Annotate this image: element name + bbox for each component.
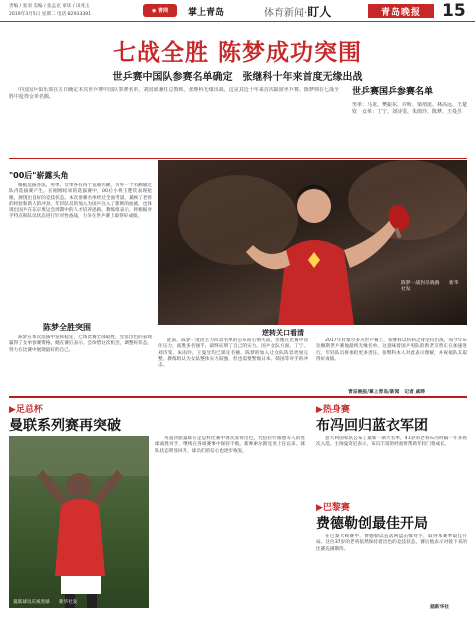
center-column-text: 此前，陈梦一度因主力阵容名单的公布而心情失落，但她在比赛中顶住压力，战胜多名强手，最终证明了自己的实力。国乒女队方面，丁宁、刘诗雯、朱雨玲、王曼昱均已锁定名额，陈梦的加入让女队阵容更加完整。教练组认为女队整体实力较强，但也需要警惕日本、韩国等对手的冲击。 [158, 338, 308, 369]
sports-byline-3: 据新华社 [430, 605, 450, 610]
sports-body-3 [316, 534, 467, 600]
roster-box [352, 84, 467, 152]
intro-paragraph [9, 87, 339, 147]
intro-text: 中国国乒俱乐部在五日确定本次世乒赛中国队参赛名单，刘国梁兼任总教练，张继科无缘出战，这是其近十年来首次缺席世乒赛。陈梦则在七战全胜中抢得女单名额。 [9, 87, 339, 100]
masthead [0, 0, 475, 22]
paper-logo: 青岛晚报 [368, 4, 434, 18]
side-heading: 逆转关口看清 [262, 329, 304, 337]
main-headline: 七战全胜 陈梦成功突围 [112, 40, 362, 66]
sports-divider [9, 396, 467, 398]
sports-tag-2: ▶热身赛 [316, 405, 350, 415]
sports-text-3: 在巴黎大师赛中，费德勒以直落两盘击败对手，取得本赛季最佳开局。这位37岁的老将依然保持着出色的竞技状态，赛后他表示对接下来的比赛充满期待。 [316, 534, 467, 552]
sports-title-2: 布冯回归蓝衣军团 [316, 418, 428, 434]
main-subhead: 世乒赛中国队参赛名单确定 张继科十年来首度无缘出战 [112, 72, 363, 83]
left-column-body-2 [9, 335, 152, 387]
sports-text-1: 英超劲旅曼联在足总杯比赛中再次发挥出色，凭借拉什福德等人的进球战胜对手，继续在各项赛事中保持不败。新帅索尔斯克亚上任以来，球队状态明显回升，球员们的信心也逐步恢复。 [155, 436, 305, 454]
masthead-meta [9, 3, 139, 17]
sports-title-1: 曼联系列赛再突破 [9, 418, 121, 434]
section-label: 体育新闻· [264, 8, 308, 19]
player-figure-icon [158, 160, 467, 325]
left-column-text: 根据选拔办法，男单、女单各有四个直通名额，另外一个名额通过队内选拔赛产生。在刚刚结束的选拔赛中，00后小将王楚钦表现抢眼，展现出良好的竞技状态。本次参赛名单经过全面考量，兼顾了老将的经验和新人的冲劲。年轻队员的加入为国乒注入了新鲜的血液，也体现出国乒在东京奥运会周期中的人才培养思路。教练组表示，将根据对手特点和队员状态进行针对性备战，力争在世乒赛上取得好成绩。 [9, 183, 152, 220]
photo-caption: 陈梦一战封尽晓鹃 新华社发 [401, 281, 459, 292]
section2-title: 陈梦全胜突围 [40, 322, 94, 333]
right-column-body [316, 338, 467, 388]
sports-title-3: 费德勒创最佳开局 [316, 516, 428, 532]
sports-body-1 [155, 436, 305, 608]
section-title [264, 3, 331, 20]
sports-tag-3: ▶巴黎赛 [316, 503, 350, 513]
man-utd-photo [9, 436, 149, 608]
roster-box-title: 世乒赛国乒参赛名单 [352, 87, 434, 97]
header-divider [9, 158, 467, 159]
chen-meng-photo [158, 160, 467, 325]
sports-tag-1: ▶足总杯 [9, 405, 43, 415]
editor-line: 责编 / 张羽 美编 / 张孟克 审读 / 田兆玉 [9, 4, 90, 9]
right-column-text: 2017年杜塞尔多夫世乒赛上，张继科以伤病之身坚持出战，而今年布达佩斯世乒赛他最终无缘名单。这意味着国乒男队的新老交替正在加速进行，年轻队员将承担更多责任。张继科本人对此表示理解，并祝福队友取得好成绩。 [316, 338, 467, 362]
sports-body-2 [316, 436, 467, 494]
date-line: 2019年3月5日 星期二 电话:82933391 [9, 12, 92, 17]
main-byline: 青岛晚报/掌上青岛/新闻 记者 戚晔 [348, 390, 426, 395]
center-column-body [158, 338, 308, 396]
section-bold: 盯人 [307, 5, 332, 19]
left-column-text-2: 陈梦在本次选拔中发挥稳定，七场比赛全部取胜，凭借出色的表现赢得了女单参赛资格。她在赛后表示，会珍惜这次机会，调整好状态，努力在比赛中展现最好的自己。 [9, 335, 152, 353]
sports-text-2: 意大利国家队公布了最新一期大名单，41岁的老将布冯时隔一年多再次入选。主帅曼奇尼表示，布冯丰富的经验将帮助年轻门将成长。 [316, 436, 467, 448]
footballer-figure-icon [9, 436, 149, 608]
man-utd-caption: 曼联球员庆祝进球 新华社发 [13, 600, 78, 605]
roster-box-body: 男单：马龙、樊振东、许昕、梁靖崑、林高远、王楚钦 女单：丁宁、刘诗雯、朱雨玲、陈梦、王曼昱 [352, 102, 467, 115]
app-name: 掌上青岛 [188, 8, 225, 18]
app-logo-icon: ◉ 青网 [143, 4, 177, 17]
section1-title: "00后"崭露头角 [9, 171, 69, 180]
page-number: 15 [442, 1, 466, 21]
